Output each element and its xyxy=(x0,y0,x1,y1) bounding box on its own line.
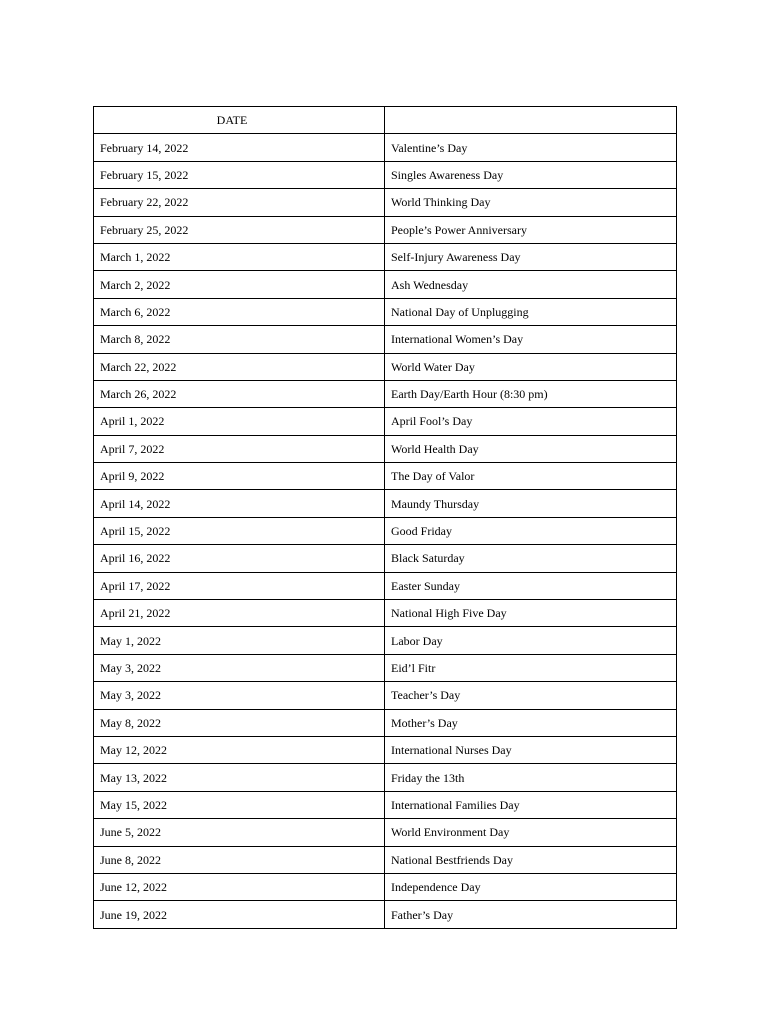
event-cell: People’s Power Anniversary xyxy=(385,216,677,243)
date-cell: May 3, 2022 xyxy=(94,654,385,681)
event-cell: World Water Day xyxy=(385,353,677,380)
event-cell: Teacher’s Day xyxy=(385,682,677,709)
table-row xyxy=(94,326,677,353)
event-cell: Easter Sunday xyxy=(385,572,677,599)
date-cell: March 26, 2022 xyxy=(94,380,385,407)
table-row xyxy=(94,846,677,873)
table-row xyxy=(94,353,677,380)
date-cell: March 2, 2022 xyxy=(94,271,385,298)
table-row xyxy=(94,298,677,325)
event-cell: Mother’s Day xyxy=(385,709,677,736)
event-cell: Father’s Day xyxy=(385,901,677,928)
table-row xyxy=(94,463,677,490)
table-row xyxy=(94,161,677,188)
table-row xyxy=(94,819,677,846)
table-body xyxy=(94,134,677,928)
event-cell: Friday the 13th xyxy=(385,764,677,791)
table-row xyxy=(94,654,677,681)
table-row xyxy=(94,873,677,900)
event-cell: International Women’s Day xyxy=(385,326,677,353)
event-cell: Ash Wednesday xyxy=(385,271,677,298)
table-row xyxy=(94,545,677,572)
date-cell: April 16, 2022 xyxy=(94,545,385,572)
table-row xyxy=(94,271,677,298)
header-row xyxy=(94,107,677,134)
date-cell: June 12, 2022 xyxy=(94,873,385,900)
date-cell: April 14, 2022 xyxy=(94,490,385,517)
date-cell: April 9, 2022 xyxy=(94,463,385,490)
table-header xyxy=(94,107,677,134)
date-cell: May 8, 2022 xyxy=(94,709,385,736)
table-row xyxy=(94,572,677,599)
event-cell: Good Friday xyxy=(385,517,677,544)
table-row xyxy=(94,408,677,435)
event-cell: Eid’l Fitr xyxy=(385,654,677,681)
event-cell: International Families Day xyxy=(385,791,677,818)
date-cell: March 8, 2022 xyxy=(94,326,385,353)
event-cell: April Fool’s Day xyxy=(385,408,677,435)
event-cell: Maundy Thursday xyxy=(385,490,677,517)
event-cell: International Nurses Day xyxy=(385,736,677,763)
table-row xyxy=(94,435,677,462)
event-cell: World Thinking Day xyxy=(385,189,677,216)
table-row xyxy=(94,901,677,928)
table-row xyxy=(94,627,677,654)
events-table xyxy=(93,106,677,929)
table-row xyxy=(94,791,677,818)
date-cell: March 1, 2022 xyxy=(94,243,385,270)
event-cell: World Environment Day xyxy=(385,819,677,846)
table-row xyxy=(94,134,677,161)
event-cell: Self-Injury Awareness Day xyxy=(385,243,677,270)
date-cell: May 3, 2022 xyxy=(94,682,385,709)
event-column-header xyxy=(385,107,677,134)
event-cell: Singles Awareness Day xyxy=(385,161,677,188)
event-cell: Black Saturday xyxy=(385,545,677,572)
table-row xyxy=(94,243,677,270)
table-row xyxy=(94,490,677,517)
event-cell: National Bestfriends Day xyxy=(385,846,677,873)
date-cell: March 6, 2022 xyxy=(94,298,385,325)
table-row xyxy=(94,216,677,243)
date-cell: February 25, 2022 xyxy=(94,216,385,243)
table-row xyxy=(94,380,677,407)
table-row xyxy=(94,517,677,544)
table-row xyxy=(94,682,677,709)
date-cell: May 12, 2022 xyxy=(94,736,385,763)
table-row xyxy=(94,709,677,736)
table-row xyxy=(94,600,677,627)
date-cell: June 5, 2022 xyxy=(94,819,385,846)
table-row xyxy=(94,736,677,763)
date-cell: April 21, 2022 xyxy=(94,600,385,627)
table-row xyxy=(94,189,677,216)
date-column-header: DATE xyxy=(94,107,385,134)
date-cell: June 8, 2022 xyxy=(94,846,385,873)
table-row xyxy=(94,764,677,791)
event-cell: Labor Day xyxy=(385,627,677,654)
date-cell: February 14, 2022 xyxy=(94,134,385,161)
date-cell: April 17, 2022 xyxy=(94,572,385,599)
event-cell: World Health Day xyxy=(385,435,677,462)
date-cell: April 15, 2022 xyxy=(94,517,385,544)
date-cell: May 13, 2022 xyxy=(94,764,385,791)
date-cell: April 1, 2022 xyxy=(94,408,385,435)
event-cell: National Day of Unplugging xyxy=(385,298,677,325)
event-cell: Earth Day/Earth Hour (8:30 pm) xyxy=(385,380,677,407)
event-cell: The Day of Valor xyxy=(385,463,677,490)
date-cell: June 19, 2022 xyxy=(94,901,385,928)
date-cell: February 15, 2022 xyxy=(94,161,385,188)
date-cell: May 1, 2022 xyxy=(94,627,385,654)
date-cell: March 22, 2022 xyxy=(94,353,385,380)
event-cell: National High Five Day xyxy=(385,600,677,627)
event-cell: Valentine’s Day xyxy=(385,134,677,161)
date-cell: February 22, 2022 xyxy=(94,189,385,216)
event-cell: Independence Day xyxy=(385,873,677,900)
date-cell: April 7, 2022 xyxy=(94,435,385,462)
date-cell: May 15, 2022 xyxy=(94,791,385,818)
